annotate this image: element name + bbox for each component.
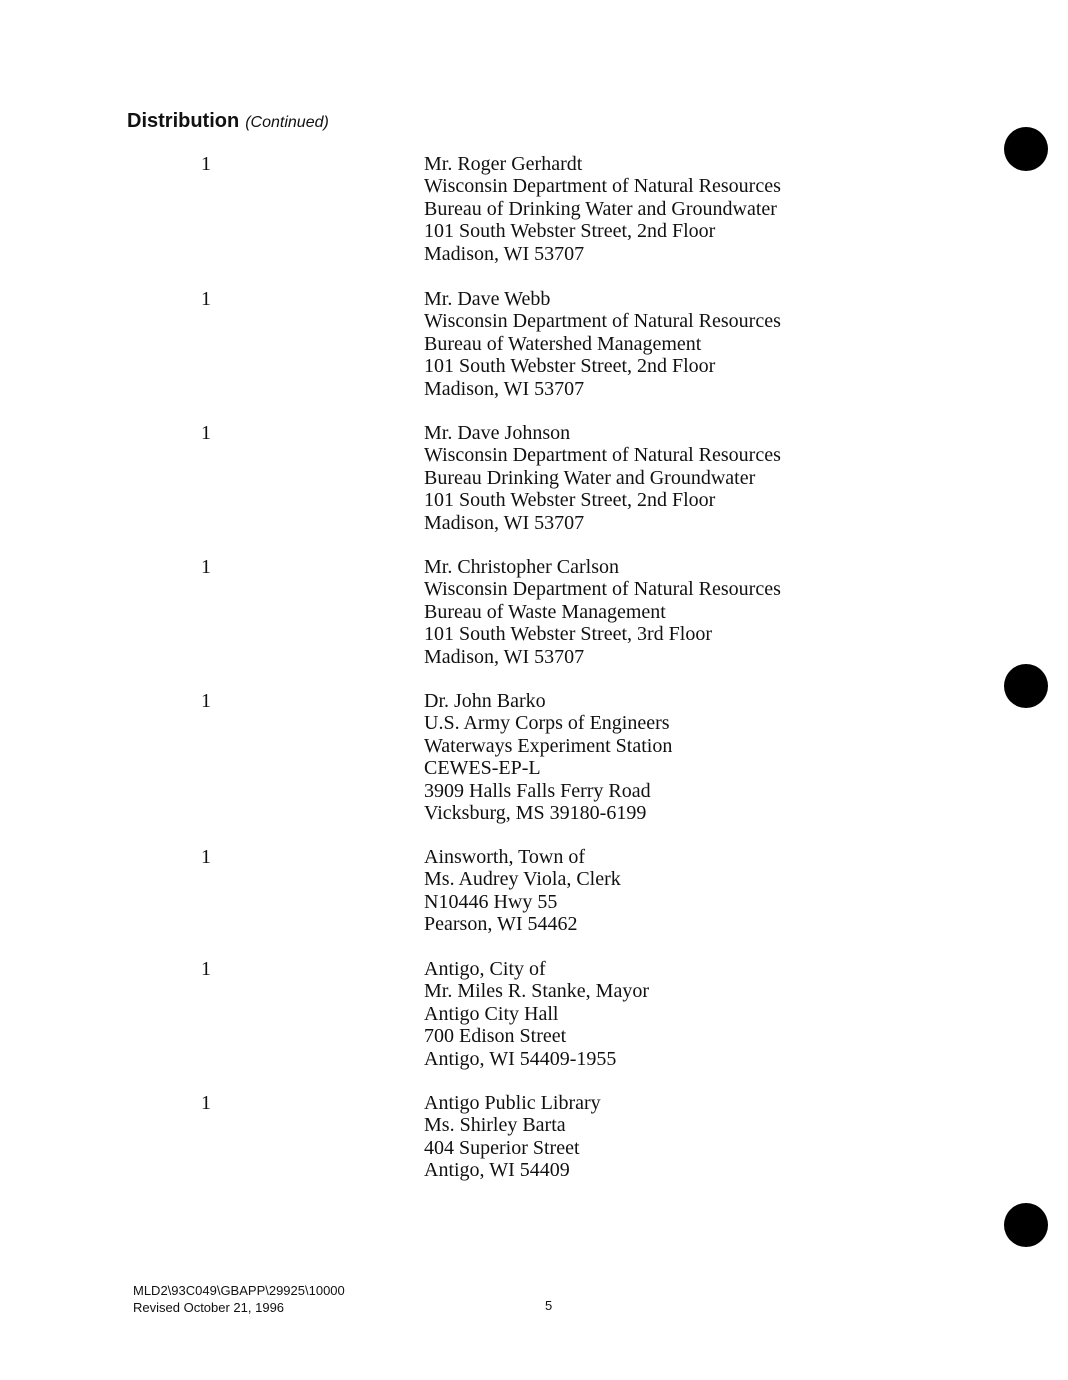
page-footer	[133, 1282, 345, 1316]
copy-count: 1	[201, 288, 211, 310]
copy-count: 1	[201, 1092, 211, 1114]
copy-count: 1	[201, 556, 211, 578]
footer-file-path: MLD2\93C049\GBAPP\29925\10000	[133, 1283, 345, 1298]
recipient-address	[424, 690, 672, 824]
address-line: 101 South Webster Street, 3rd Floor	[424, 623, 712, 646]
address-line: Wisconsin Department of Natural Resources	[424, 175, 781, 198]
copy-count: 1	[201, 846, 211, 868]
copy-count: 1	[201, 422, 211, 444]
binder-hole-bottom	[1004, 1203, 1048, 1247]
recipient-address	[424, 846, 621, 936]
address-line: Antigo City Hall	[424, 1002, 559, 1025]
recipient-name: Dr. John Barko	[424, 690, 546, 712]
address-line: Ms. Shirley Barta	[424, 1114, 566, 1137]
address-line: Antigo, WI 54409-1955	[424, 1047, 617, 1070]
address-line: Madison, WI 53707	[424, 377, 585, 400]
recipient-name: Antigo Public Library	[424, 1092, 601, 1114]
section-heading	[127, 108, 329, 136]
heading-title: Distribution	[127, 110, 240, 132]
address-line: Mr. Miles R. Stanke, Mayor	[424, 980, 649, 1003]
address-line: 101 South Webster Street, 2nd Floor	[424, 220, 716, 243]
address-line: Madison, WI 53707	[424, 242, 585, 265]
address-line: 404 Superior Street	[424, 1136, 580, 1159]
recipient-name: Antigo, City of	[424, 958, 546, 980]
copy-count: 1	[201, 958, 211, 980]
copy-count: 1	[201, 153, 211, 175]
recipient-name: Ainsworth, Town of	[424, 846, 586, 868]
recipient-name: Mr. Roger Gerhardt	[424, 153, 583, 175]
address-line: Vicksburg, MS 39180-6199	[424, 801, 647, 824]
address-line: Bureau of Watershed Management	[424, 332, 702, 355]
address-line: U.S. Army Corps of Engineers	[424, 712, 670, 735]
recipient-name: Mr. Christopher Carlson	[424, 556, 619, 578]
address-line: Bureau of Waste Management	[424, 600, 666, 623]
address-line: Madison, WI 53707	[424, 511, 585, 534]
address-line: Pearson, WI 54462	[424, 913, 578, 936]
address-line: 3909 Halls Falls Ferry Road	[424, 779, 651, 802]
recipient-address	[424, 422, 781, 534]
address-line: Ms. Audrey Viola, Clerk	[424, 868, 621, 891]
address-line: Wisconsin Department of Natural Resources	[424, 444, 781, 467]
address-line: 101 South Webster Street, 2nd Floor	[424, 489, 716, 512]
recipient-name: Mr. Dave Webb	[424, 288, 551, 310]
heading-subtitle: (Continued)	[245, 114, 329, 131]
recipient-address	[424, 958, 649, 1070]
copy-count: 1	[201, 690, 211, 712]
address-line: Wisconsin Department of Natural Resources	[424, 310, 781, 333]
address-line: Antigo, WI 54409	[424, 1159, 570, 1182]
recipient-address	[424, 1092, 601, 1182]
address-line: 700 Edison Street	[424, 1025, 567, 1048]
page-number: 5	[545, 1298, 553, 1313]
address-line: 101 South Webster Street, 2nd Floor	[424, 355, 716, 378]
address-line: Bureau Drinking Water and Groundwater	[424, 466, 756, 489]
binder-hole-middle	[1004, 664, 1048, 708]
recipient-name: Mr. Dave Johnson	[424, 422, 571, 444]
address-line: CEWES-EP-L	[424, 757, 541, 780]
recipient-address	[424, 153, 781, 265]
recipient-address	[424, 288, 781, 400]
address-line: N10446 Hwy 55	[424, 890, 558, 913]
address-line: Waterways Experiment Station	[424, 734, 673, 757]
footer-revised-date: Revised October 21, 1996	[133, 1300, 285, 1315]
address-line: Wisconsin Department of Natural Resources	[424, 578, 781, 601]
address-line: Madison, WI 53707	[424, 645, 585, 668]
recipient-address	[424, 556, 781, 668]
address-line: Bureau of Drinking Water and Groundwater	[424, 197, 777, 220]
binder-hole-top	[1004, 127, 1048, 171]
